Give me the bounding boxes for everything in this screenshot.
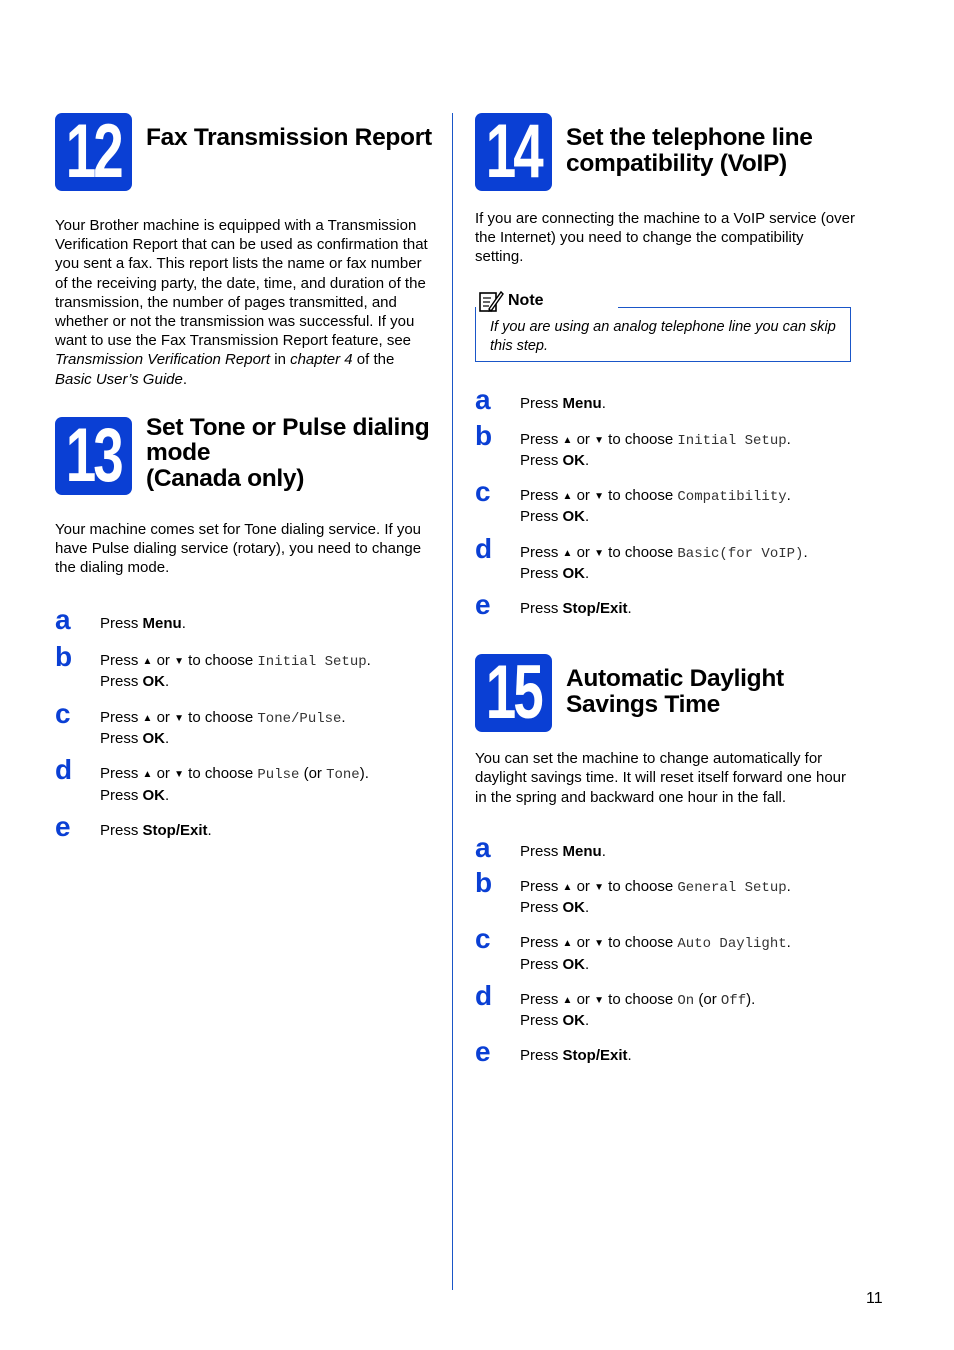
down-arrow-icon: ▼ (594, 547, 605, 559)
page-number: 11 (866, 1290, 883, 1307)
step-letter: e (55, 810, 71, 842)
left-column (55, 109, 435, 842)
section-15-steps (475, 831, 855, 1068)
note-border (618, 307, 851, 308)
section-15-header (475, 650, 855, 736)
section-15-body: You can set the machine to change automatically for daylight savings time. It will reset itself forward one hour in the spring and backward one hour in the fall. (475, 750, 846, 806)
down-arrow-icon: ▼ (174, 655, 185, 667)
step-number-14-badge: 14 (475, 113, 552, 191)
step-13d: d Press ▲ or ▼ to choose Pulse (or Tone). Press OK. (55, 754, 369, 804)
step-letter: d (475, 532, 493, 564)
section-13-body: Your machine comes set for Tone dialing service. If you have Pulse dialing service (rotary), you need to change the dialing mode. (55, 520, 422, 577)
step-13c: c Press ▲ or ▼ to choose Tone/Pulse. Press OK. (55, 698, 346, 748)
section-13-steps (55, 604, 435, 842)
step-letter: c (55, 698, 71, 730)
step-letter: e (475, 1036, 491, 1068)
up-arrow-icon: ▲ (142, 769, 153, 781)
step-13e: e Press Stop/Exit. (55, 810, 212, 842)
up-arrow-icon: ▲ (562, 994, 573, 1006)
step-13a: a Press Menu. (55, 604, 186, 636)
up-arrow-icon: ▲ (562, 491, 573, 503)
section-12-body: Your Brother machine is equipped with a Transmission Verification Report that can be used as confirmation that you sent a fax. This report lists the name or fax number of the receiving party, the date, time, and duration of the transmission, the number of pages transmitted, and whether or not the transmission was successful. If you want to use the Fax Transmission Report feature, see Transmission Verification Report in chapter 4 of the Basic User’s Guide. (55, 217, 428, 388)
step-letter: a (475, 831, 491, 863)
step-14b: b Press ▲ or ▼ to choose Initial Setup. Press OK. (475, 419, 791, 470)
right-column (475, 109, 855, 1068)
section-14-body: If you are connecting the machine to a VoIP service (over the Internet) you need to change the compatibility setting. (475, 210, 855, 266)
section-13-title: Set Tone or Pulse dialing mode (Canada only) (146, 413, 430, 492)
step-15a: a Press Menu. (475, 831, 606, 863)
step-14e: e Press Stop/Exit. (475, 589, 632, 621)
step-number-12-badge: 12 (55, 113, 132, 191)
down-arrow-icon: ▼ (594, 994, 605, 1006)
down-arrow-icon: ▼ (174, 769, 185, 781)
step-15c: c Press ▲ or ▼ to choose Auto Daylight. Press OK. (475, 923, 791, 973)
section-14-header (475, 109, 855, 194)
up-arrow-icon: ▲ (562, 434, 573, 446)
section-15-title: Automatic Daylight Savings Time (566, 665, 784, 718)
section-13-header (55, 412, 435, 498)
down-arrow-icon: ▼ (594, 434, 605, 446)
up-arrow-icon: ▲ (142, 655, 153, 667)
up-arrow-icon: ▲ (562, 882, 573, 894)
step-14a: a Press Menu. (475, 383, 606, 415)
up-arrow-icon: ▲ (562, 547, 573, 559)
down-arrow-icon: ▼ (594, 882, 605, 894)
step-number-13-badge: 13 (55, 417, 132, 495)
step-letter: d (55, 754, 73, 786)
note-label: Note (508, 291, 544, 309)
section-14-steps (475, 383, 855, 621)
step-15e: e Press Stop/Exit. (475, 1036, 632, 1068)
step-letter: a (55, 604, 71, 636)
up-arrow-icon: ▲ (142, 713, 153, 725)
step-letter: c (475, 923, 491, 955)
note-header (478, 289, 548, 313)
column-divider (452, 113, 453, 1290)
down-arrow-icon: ▼ (594, 491, 605, 503)
note-box (475, 291, 851, 362)
step-15d: d Press ▲ or ▼ to choose On (or Off). Press OK. (475, 979, 756, 1030)
step-13b: b Press ▲ or ▼ to choose Initial Setup. Press OK. (55, 640, 371, 690)
section-12-title: Fax Transmission Report (146, 124, 432, 151)
step-letter: b (475, 867, 493, 899)
note-text: If you are using an analog telephone line you can skip this step. (490, 318, 836, 355)
step-letter: e (475, 589, 491, 621)
down-arrow-icon: ▼ (594, 938, 605, 950)
step-letter: d (475, 979, 493, 1011)
note-pencil-icon (478, 289, 504, 313)
up-arrow-icon: ▲ (562, 938, 573, 950)
step-letter: a (475, 383, 491, 415)
step-letter: b (475, 419, 493, 451)
step-letter: b (55, 640, 73, 672)
down-arrow-icon: ▼ (174, 713, 185, 725)
step-14c: c Press ▲ or ▼ to choose Compatibility. Press OK. (475, 476, 791, 526)
step-14d: d Press ▲ or ▼ to choose Basic(for VoIP). Press OK. (475, 532, 808, 582)
section-14-title: Set the telephone line compatibility (VoIP) (566, 124, 813, 177)
step-15b: b Press ▲ or ▼ to choose General Setup. Press OK. (475, 867, 791, 917)
section-12-header (55, 109, 435, 194)
step-letter: c (475, 476, 491, 508)
step-number-15-badge: 15 (475, 654, 552, 732)
